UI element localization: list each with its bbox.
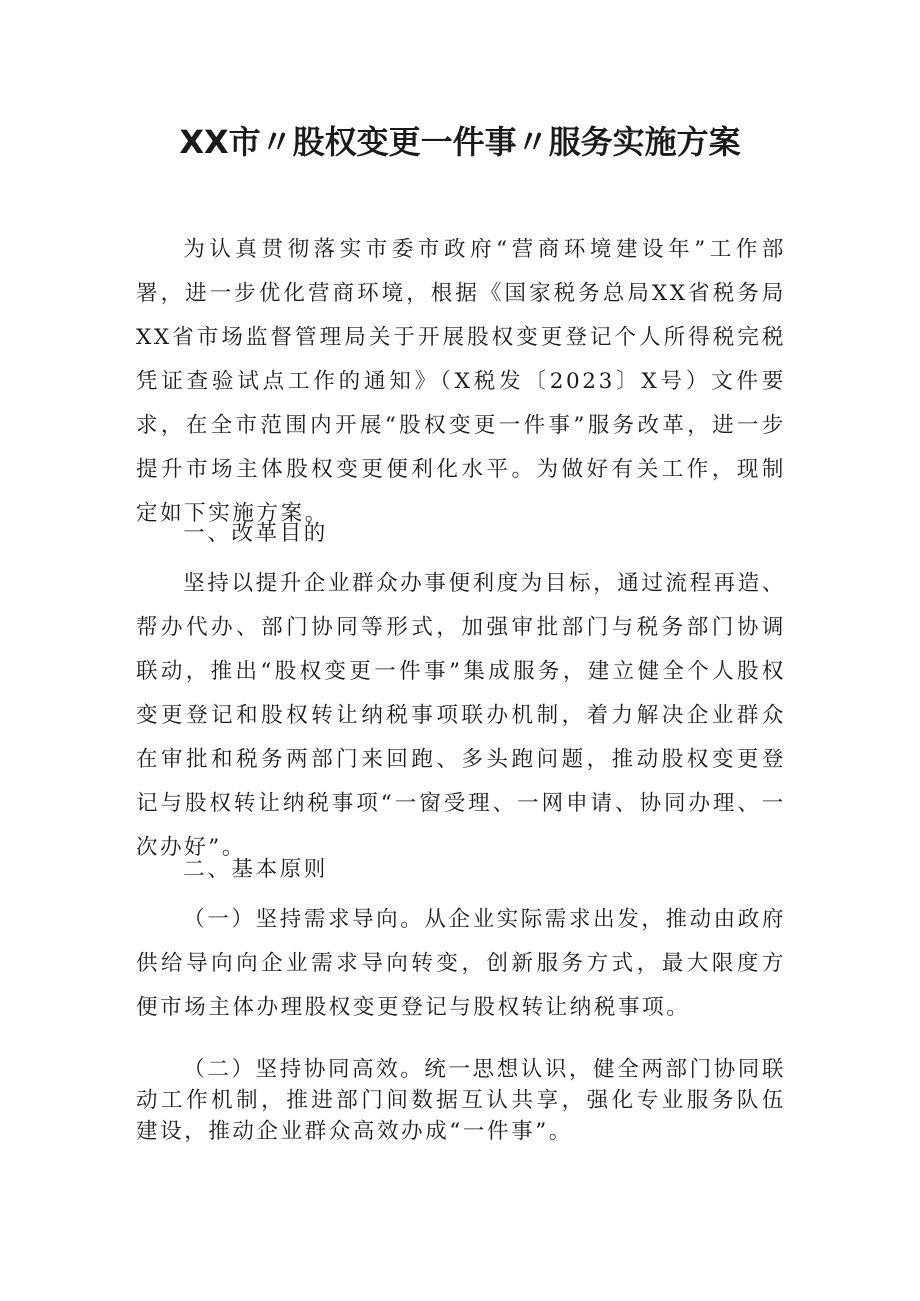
reform-purpose-paragraph: 坚持以提升企业群众办事便利度为目标，通过流程再造、帮办代办、部门协同等形式，加强审批部门与税务部门协调联动，推出“股权变更一件事”集成服务，建立健全个人股权变更登记和股权转让纳税事项联办机制，着力解决企业群众在审批和税务两部门来回跑、多头跑问题，推动股权变更登记与股权转让纳税事项“一窗受理、一网申请、协同办理、一次办好”。 (136, 571, 786, 860)
document-title: XX市〃股权变更一件事〃服务实施方案 (179, 123, 741, 161)
section-heading-reform-purpose: 一、改革目的 (183, 521, 328, 546)
intro-paragraph: 为认真贯彻落实市委市政府“营商环境建设年”工作部署，进一步优化营商环境，根据《国家税务总局XX省税务局XX省市场监督管理局关于开展股权变更登记个人所得税完税凭证查验试点工作的通知》（X税发〔2023〕X号）文件要求，在全市范围内开展“股权变更一件事”服务改革，进一步提升市场主体股权变更便利化水平。为做好有关工作，现制定如下实施方案。 (136, 237, 786, 526)
principle-coordinated-efficient: （二）坚持协同高效。统一思想认识，健全两部门协同联动工作机制，推进部门间数据互认共享，强化专业服务队伍建设，推动企业群众高效办成“一件事”。 (136, 1057, 786, 1144)
section-heading-basic-principles: 二、基本原则 (183, 857, 328, 882)
principle-demand-oriented: （一）坚持需求导向。从企业实际需求出发，推动由政府供给导向向企业需求导向转变，创新服务方式，最大限度方便市场主体办理股权变更登记与股权转让纳税事项。 (136, 907, 786, 1020)
